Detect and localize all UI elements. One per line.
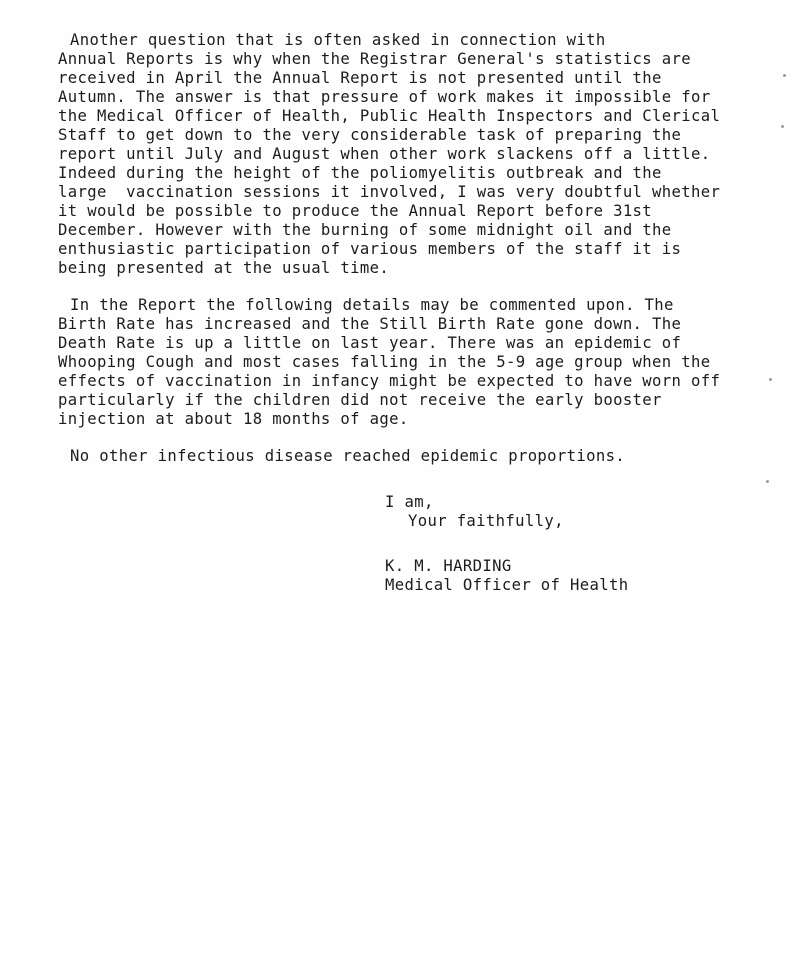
paragraph-1-line-5: the Medical Officer of Health, Public Health Inspectors and Clerical xyxy=(58,107,721,125)
paragraph-1-line-2: Annual Reports is why when the Registrar General's statistics are xyxy=(58,50,691,68)
paragraph-2-line-4: Whooping Cough and most cases falling in the 5-9 age group when the xyxy=(58,353,711,371)
paragraph-1-line-10: it would be possible to produce the Annual Report before 31st xyxy=(58,202,653,220)
scan-speck xyxy=(766,480,769,483)
paragraph-2-line-7: injection at about 18 months of age. xyxy=(58,410,409,428)
paragraph-3: No other infectious disease reached epidemic proportions. xyxy=(70,447,626,465)
scan-speck xyxy=(769,378,772,381)
scan-speck xyxy=(783,74,786,77)
paragraph-1-line-11: December. However with the burning of some midnight oil and the xyxy=(58,221,672,239)
paragraph-1-line-13: being presented at the usual time. xyxy=(58,259,390,277)
closing-line-1: I am, xyxy=(385,493,434,511)
paragraph-1-line-4: Autumn. The answer is that pressure of work makes it impossible for xyxy=(58,88,711,106)
paragraph-2-line-2: Birth Rate has increased and the Still Birth Rate gone down. The xyxy=(58,315,682,333)
closing-line-2: Your faithfully, xyxy=(408,512,564,530)
paragraph-1-line-6: Staff to get down to the very considerable task of preparing the xyxy=(58,126,682,144)
paragraph-1-line-1: Another question that is often asked in connection with xyxy=(70,31,606,49)
paragraph-2-line-5: effects of vaccination in infancy might be expected to have worn off xyxy=(58,372,721,390)
paragraph-1-line-9: large vaccination sessions it involved, I was very doubtful whether xyxy=(58,183,721,201)
scan-speck xyxy=(781,125,784,128)
paragraph-1-line-3: received in April the Annual Report is not presented until the xyxy=(58,69,662,87)
signature-name: K. M. HARDING xyxy=(385,557,512,575)
signature-title: Medical Officer of Health xyxy=(385,576,629,594)
paragraph-2-line-3: Death Rate is up a little on last year. There was an epidemic of xyxy=(58,334,682,352)
paragraph-1-line-7: report until July and August when other work slackens off a little. xyxy=(58,145,711,163)
paragraph-2-line-6: particularly if the children did not receive the early booster xyxy=(58,391,662,409)
paragraph-1-line-8: Indeed during the height of the poliomyelitis outbreak and the xyxy=(58,164,662,182)
paragraph-2-line-1: In the Report the following details may be commented upon. The xyxy=(70,296,674,314)
paragraph-1-line-12: enthusiastic participation of various members of the staff it is xyxy=(58,240,682,258)
